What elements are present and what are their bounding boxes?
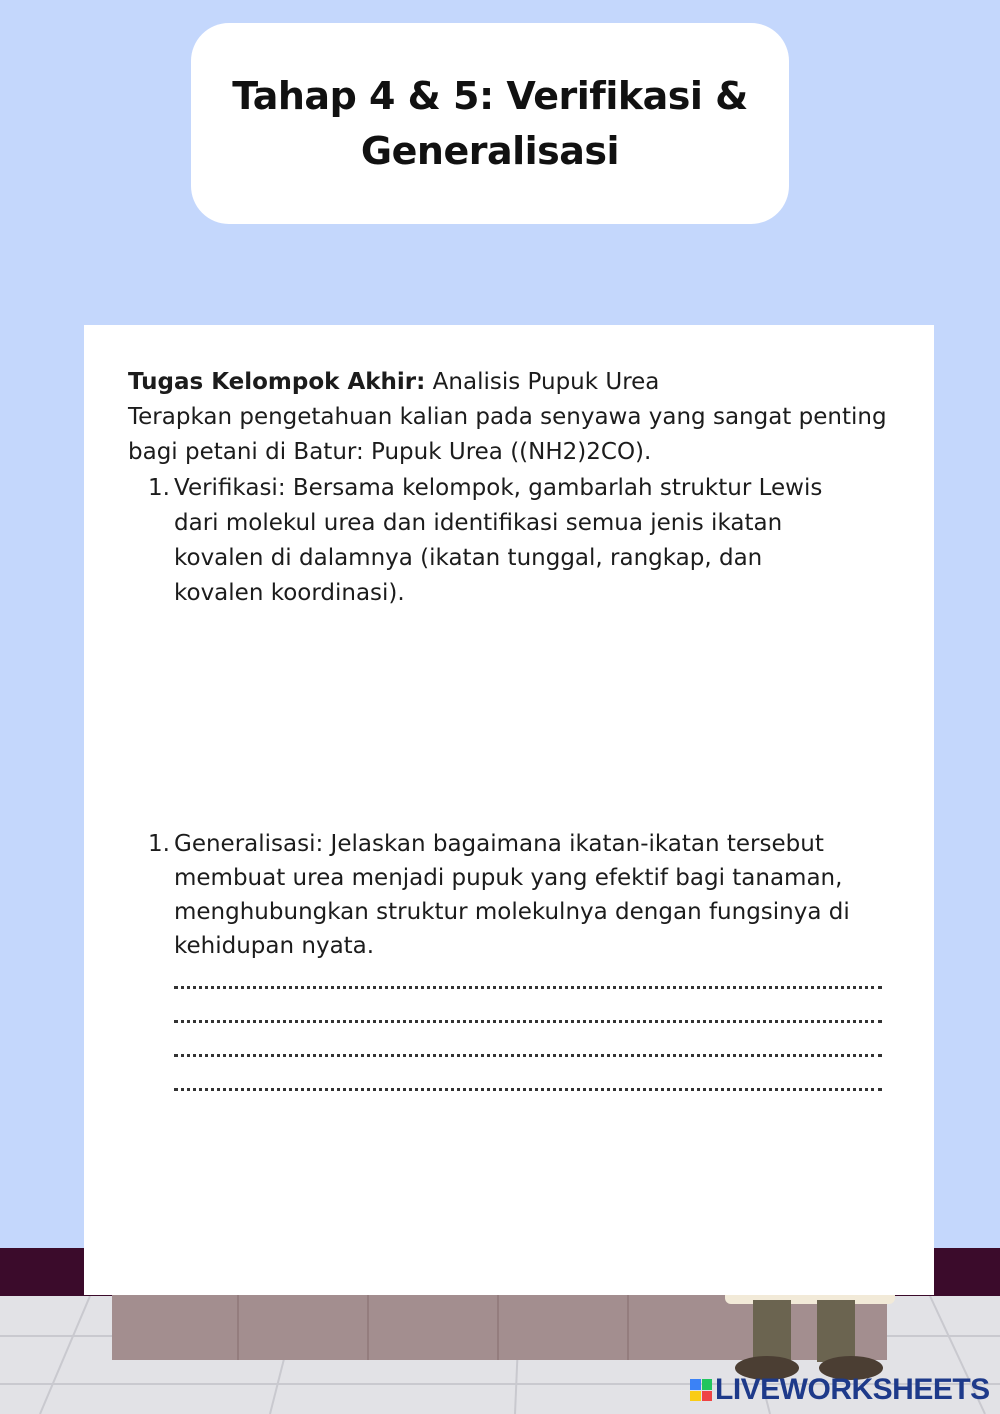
title-card <box>191 23 789 224</box>
list-item-verifikasi <box>148 471 854 611</box>
answer-lines <box>148 955 882 1091</box>
page-title <box>230 69 750 179</box>
task-subject: Analisis Pupuk Urea <box>425 369 660 395</box>
desk-panel-line <box>237 1294 239 1360</box>
list-item-text: Generalisasi: Jelaskan bagaimana ikatan-ikatan tersebut membuat urea menjadi pupuk yang efektif bagi tanaman, menghubungkan struktur molekulnya dengan fungsinya di kehidupan nyata. <box>174 831 850 959</box>
list-item-text: Verifikasi: Bersama kelompok, gambarlah struktur Lewis dari molekul urea dan identifikasi semua jenis ikatan kovalen di dalamnya (ikatan tunggal, rangkap, dan kovalen koordinasi). <box>174 475 823 606</box>
task-label: Tugas Kelompok Akhir: <box>128 369 426 395</box>
answer-line[interactable] <box>174 989 882 1023</box>
list-item-number: 1. <box>148 475 170 501</box>
liveworksheets-icon <box>690 1379 712 1401</box>
task-heading <box>128 365 888 400</box>
desk-panel-line <box>497 1294 499 1360</box>
answer-line[interactable] <box>174 1023 882 1057</box>
title-line-2: Generalisasi <box>360 128 620 173</box>
brand-logo <box>690 1372 990 1408</box>
desk-panel-line <box>367 1294 369 1360</box>
list-item-number: 1. <box>148 831 170 857</box>
answer-line[interactable] <box>174 1057 882 1091</box>
worksheet-paper <box>84 325 934 1295</box>
brand-name: LIVEWORKSHEETS <box>715 1373 990 1406</box>
task-section <box>128 365 888 470</box>
answer-line[interactable] <box>174 955 882 989</box>
task-intro: Terapkan pengetahuan kalian pada senyawa yang sangat penting bagi petani di Batur: Pupuk Urea ((NH2)2CO). <box>128 404 887 465</box>
title-line-1: Tahap 4 & 5: Verifikasi & <box>232 73 748 118</box>
desk-panel-line <box>627 1294 629 1360</box>
list-item-generalisasi <box>148 827 854 963</box>
